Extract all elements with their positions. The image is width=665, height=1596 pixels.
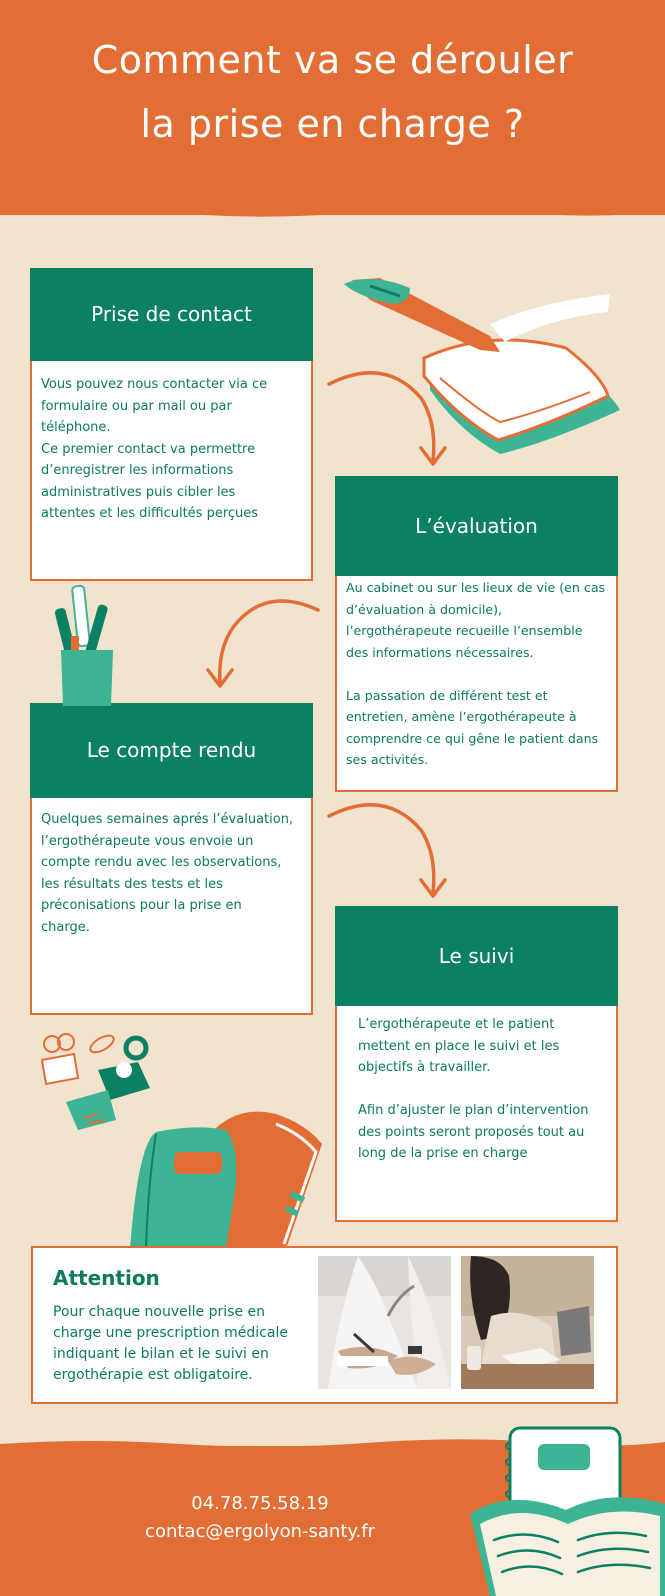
attention-title: Attention <box>53 1266 160 1290</box>
step-header-evaluation <box>335 476 618 576</box>
step-header-contact <box>30 268 313 361</box>
page-title-line-2: la prise en charge ? <box>140 102 525 146</box>
curved-arrow-icon <box>325 800 455 910</box>
step-text-contact: Vous pouvez nous contacter via ce formulaire ou par mail ou par téléphone. Ce premier contact va permettre d’enregistrer les informations administratives puis cibler les attentes et les difficultés perçues <box>41 377 268 521</box>
open-notebook-icon <box>470 1428 665 1596</box>
curved-arrow-icon <box>196 596 326 696</box>
page-title <box>0 28 665 156</box>
email-address[interactable]: contac@ergolyon-santy.fr <box>145 1521 375 1542</box>
step-title-followup: Le suivi <box>438 944 515 968</box>
step-title-contact: Prise de contact <box>91 302 252 326</box>
step-text-report: Quelques semaines aprés l’évaluation, l’ergothérapeute vous envoie un compte rendu avec les observations, les résultats des tests et les préconisations pour la prise en charge. <box>41 812 294 935</box>
person-reading-photo <box>461 1256 594 1389</box>
attention-box <box>31 1246 618 1404</box>
notebook-pen-icon <box>340 272 625 462</box>
step-card-report <box>30 703 313 1015</box>
step-header-followup <box>335 906 618 1006</box>
step-card-evaluation <box>335 476 618 792</box>
step-title-report: Le compte rendu <box>86 738 257 762</box>
step-card-followup <box>335 906 618 1222</box>
contact-block <box>100 1490 420 1546</box>
header-wave-edge <box>0 205 665 223</box>
attention-text: Pour chaque nouvelle prise en charge une prescription médicale indiquant le bilan et le suivi en ergothérapie est obligatoire. <box>53 1304 288 1383</box>
step-text-evaluation: Au cabinet ou sur les lieux de vie (en cas d’évaluation à domicile), l’ergothérapeute recueille l’ensemble des informations nécessaires. La passation de différent test et entretien, amène l’ergothérapeute à comprendre ce qui gêne le patient dans ses activités. <box>346 580 606 767</box>
step-card-contact <box>30 268 313 581</box>
books-icon <box>126 1104 326 1249</box>
doctor-writing-photo <box>318 1256 451 1389</box>
step-title-evaluation: L’évaluation <box>415 514 538 538</box>
step-text-followup: L’ergothérapeute et le patient mettent en place le suivi et les objectifs à travailler. Afin d’ajuster le plan d’intervention des points seront proposés tout au long de la prise en charge <box>358 1017 589 1161</box>
page-title-line-1: Comment va se dérouler <box>91 38 574 82</box>
phone-number[interactable]: 04.78.75.58.19 <box>191 1493 329 1514</box>
pencil-cup-icon <box>55 586 125 706</box>
step-header-report <box>30 703 313 798</box>
